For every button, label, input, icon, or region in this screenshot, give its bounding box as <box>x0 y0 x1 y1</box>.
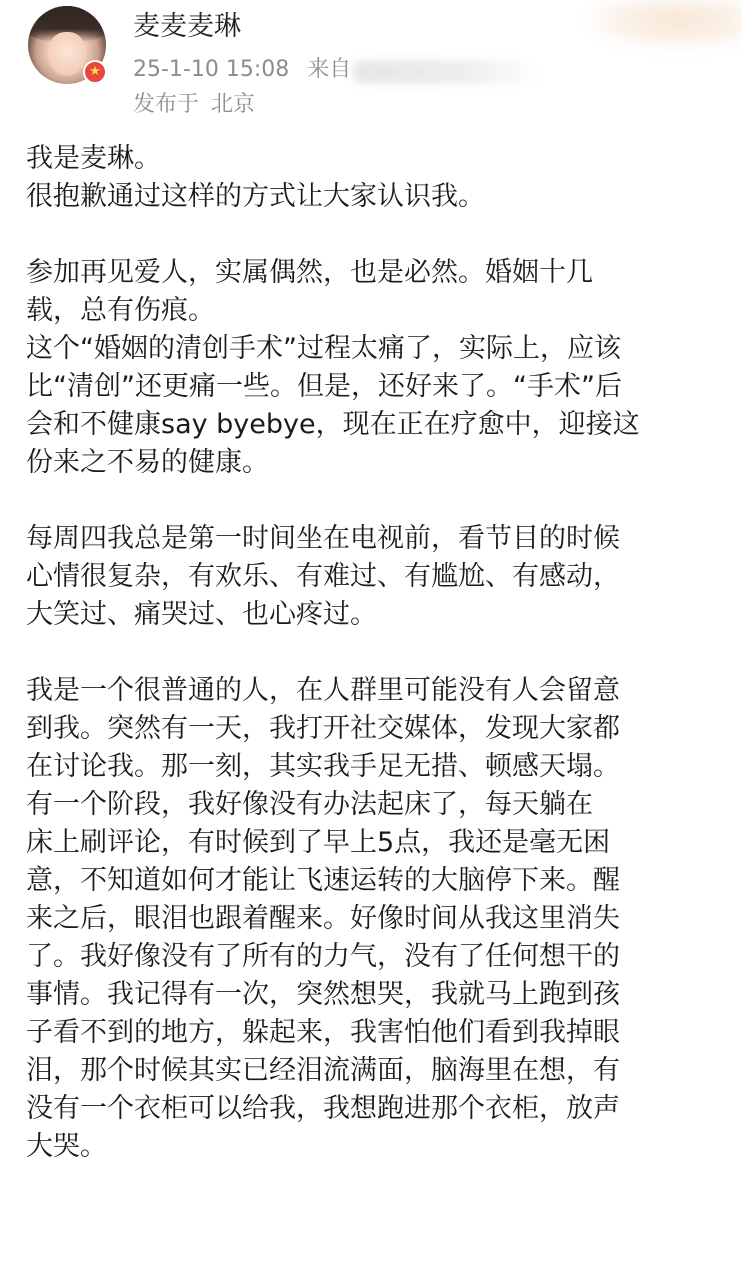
verified-badge-icon: ★ <box>83 60 107 84</box>
post-text-line: 心情很复杂，有欢乐、有难过、有尴尬、有感动， <box>26 561 620 592</box>
post-header <box>0 0 742 130</box>
post-text-line: 大哭。 <box>26 1131 107 1162</box>
post-text-line: 比“清创”还更痛一些。但是，还好来了。“手术”后 <box>26 371 622 402</box>
post-text-line: 载，总有伤痕。 <box>26 295 215 326</box>
post-text-line: 这个“婚姻的清创手术”过程太痛了，实际上，应该 <box>26 333 621 364</box>
blurred-source-client <box>352 60 542 84</box>
post-text-line: 泪，那个时候其实已经泪流满面，脑海里在想，有 <box>26 1055 620 1086</box>
post-text-line: 份来之不易的健康。 <box>26 447 269 478</box>
corner-decoration <box>585 0 742 50</box>
post-location <box>133 90 255 120</box>
post-text-line: 参加再见爱人，实属偶然，也是必然。婚姻十几 <box>26 257 593 288</box>
post-text-line: 了。我好像没有了所有的力气，没有了任何想干的 <box>26 941 620 972</box>
post-text-line: 没有一个衣柜可以给我，我想跑进那个衣柜，放声 <box>26 1093 620 1124</box>
location-name: 北京 <box>211 92 256 117</box>
post-paragraph <box>26 140 716 216</box>
post-text-line: 很抱歉通过这样的方式让大家认识我。 <box>26 181 485 212</box>
post-meta <box>133 55 351 85</box>
post-text-line: 意，不知道如何才能让飞速运转的大脑停下来。醒 <box>26 865 620 896</box>
post-text-line: 我是一个很普通的人，在人群里可能没有人会留意 <box>26 675 620 706</box>
post-text-line: 子看不到的地方，躲起来，我害怕他们看到我掉眼 <box>26 1017 620 1048</box>
post-timestamp: 25-1-10 15:08 <box>133 57 290 82</box>
avatar-face <box>48 32 86 76</box>
post-text-line: 每周四我总是第一时间坐在电视前，看节目的时候 <box>26 523 620 554</box>
post-paragraph <box>26 254 716 482</box>
post-text-line: 有一个阶段，我好像没有办法起床了，每天躺在 <box>26 789 593 820</box>
source-label: 来自 <box>307 57 352 82</box>
post-body <box>26 140 716 1166</box>
post-text-line: 事情。我记得有一次，突然想哭，我就马上跑到孩 <box>26 979 620 1010</box>
post-text-line: 床上刷评论，有时候到了早上5点，我还是毫无困 <box>26 827 611 858</box>
post-paragraph <box>26 672 716 1166</box>
post-text-line: 大笑过、痛哭过、也心疼过。 <box>26 599 377 630</box>
post-text-line: 会和不健康say byebye，现在正在疗愈中，迎接这 <box>26 409 640 440</box>
post-text-line: 我是麦琳。 <box>26 143 161 174</box>
post-text-line: 来之后，眼泪也跟着醒来。好像时间从我这里消失 <box>26 903 620 934</box>
location-prefix: 发布于 <box>133 92 200 117</box>
author-name[interactable]: 麦麦麦琳 <box>133 11 241 42</box>
post-paragraph <box>26 520 716 634</box>
post-text-line: 到我。突然有一天，我打开社交媒体，发现大家都 <box>26 713 620 744</box>
post-text-line: 在讨论我。那一刻，其实我手足无措、顿感天塌。 <box>26 751 620 782</box>
